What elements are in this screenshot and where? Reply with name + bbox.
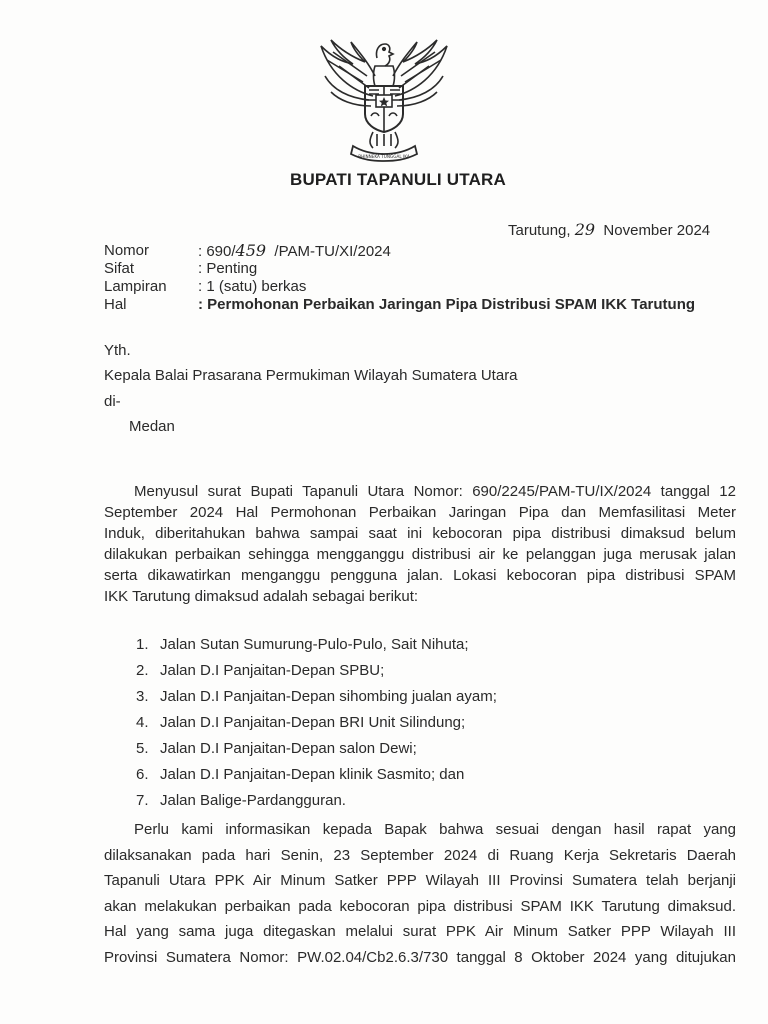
meta-value-sifat: : Penting xyxy=(198,260,258,277)
list-item-text: Jalan D.I Panjaitan-Depan BRI Unit Silindung; xyxy=(160,714,466,731)
address-recipient: Kepala Balai Prasarana Permukiman Wilayah Sumatera Utara xyxy=(104,367,518,384)
garuda-emblem-icon xyxy=(313,36,455,162)
list-item-text: Jalan Sutan Sumurung-Pulo-Pulo, Sait Nihuta; xyxy=(160,636,469,653)
list-item xyxy=(136,736,497,762)
meta-value-nomor xyxy=(198,242,391,260)
address-salutation: Yth. xyxy=(104,342,131,359)
list-item-text: Jalan Balige-Pardangguran. xyxy=(160,792,346,809)
paragraph-2-line: Hal yang sama juga ditegaskan melalui surat PPK Air Minum Satker PPP Wilayah III xyxy=(104,923,736,940)
date-month-year: November 2024 xyxy=(603,222,711,239)
list-item xyxy=(136,788,497,814)
meta-row-sifat xyxy=(104,260,695,278)
list-item-number: 3. xyxy=(136,688,149,705)
list-item-text: Jalan D.I Panjaitan-Depan klinik Sasmito; dan xyxy=(160,766,465,783)
paragraph-1-line: IKK Tarutung dimaksud adalah sebagai berikut: xyxy=(104,588,419,605)
paragraph-1-line: serta dikawatirkan menganggu pengguna jalan. Lokasi kebocoran pipa distribusi SPAM xyxy=(104,567,736,584)
meta-row-lampiran xyxy=(104,278,695,296)
meta-row-hal xyxy=(104,296,695,314)
paragraph-2-line: Perlu kami informasikan kepada Bapak bahwa sesuai dengan hasil rapat yang xyxy=(134,821,736,838)
paragraph-1-line: Menyusul surat Bupati Tapanuli Utara Nomor: 690/2245/PAM-TU/IX/2024 tanggal 12 xyxy=(134,483,736,500)
list-item xyxy=(136,684,497,710)
paragraph-1-line: September 2024 Hal Permohonan Perbaikan Jaringan Pipa dan Memfasilitasi Meter xyxy=(104,504,736,521)
list-item-text: Jalan D.I Panjaitan-Depan SPBU; xyxy=(160,662,385,679)
list-item-number: 7. xyxy=(136,792,149,809)
list-item-number: 5. xyxy=(136,740,149,757)
letter-title-text: BUPATI TAPANULI UTARA xyxy=(289,170,507,189)
meta-label-lampiran: Lampiran xyxy=(104,278,167,295)
list-item xyxy=(136,710,497,736)
paragraph-1-line: dilakukan perbaikan sehingga mengganggu distribusi air ke pelanggan juga merusak jalan xyxy=(104,546,736,563)
date-city: Tarutung, xyxy=(508,222,571,239)
list-item xyxy=(136,762,497,788)
meta-label-nomor: Nomor xyxy=(104,242,150,259)
nomor-number: 459 xyxy=(235,241,267,260)
list-item xyxy=(136,632,497,658)
date-day: 29 xyxy=(574,220,596,239)
paragraph-2-line: Provinsi Sumatera Nomor: PW.02.04/Cb2.6.3/730 tanggal 8 Oktober 2024 yang ditujukan xyxy=(104,948,736,966)
list-item-number: 1. xyxy=(136,636,149,653)
list-item xyxy=(136,658,497,684)
paragraph-2-line: Tapanuli Utara PPK Air Minum Satker PPP Wilayah III Provinsi Sumatera telah berjanji xyxy=(104,872,736,889)
paragraph-2-line: dilaksanakan pada hari Senin, 23 September 2024 di Ruang Kerja Sekretaris Daerah xyxy=(104,846,736,864)
meta-row-nomor xyxy=(104,242,695,260)
meta-label-hal: Hal xyxy=(104,296,127,313)
meta-value-hal: : Permohonan Perbaikan Jaringan Pipa Distribusi SPAM IKK Tarutung xyxy=(198,296,696,313)
emblem-motto: BHINNEKA TUNGGAL IKA xyxy=(358,154,410,159)
nomor-prefix: : 690/ xyxy=(198,243,236,260)
paragraph-1-line: Induk, diberitahukan bahwa sampai saat ini kebocoran pipa distribusi dimaksud belum xyxy=(104,525,736,542)
paragraph-1 xyxy=(104,481,736,607)
dateline xyxy=(508,220,710,239)
list-item-text: Jalan D.I Panjaitan-Depan sihombing jualan ayam; xyxy=(160,688,497,705)
nomor-suffix: /PAM-TU/XI/2024 xyxy=(274,243,391,260)
letter-title xyxy=(0,170,768,190)
list-item-number: 2. xyxy=(136,662,149,679)
list-item-number: 6. xyxy=(136,766,149,783)
list-item-text: Jalan D.I Panjaitan-Depan salon Dewi; xyxy=(160,740,417,757)
meta-label-sifat: Sifat xyxy=(104,260,135,277)
paragraph-2 xyxy=(104,817,736,970)
meta-value-lampiran: : 1 (satu) berkas xyxy=(198,278,307,295)
address-city: Medan xyxy=(129,418,175,435)
letter-meta xyxy=(104,242,695,314)
paragraph-2-line: akan melakukan perbaikan pada kebocoran pipa distribusi SPAM IKK Tarutung dimaksud. xyxy=(104,897,736,915)
list-item-number: 4. xyxy=(136,714,149,731)
address-di: di- xyxy=(104,393,121,410)
location-list xyxy=(136,632,497,814)
